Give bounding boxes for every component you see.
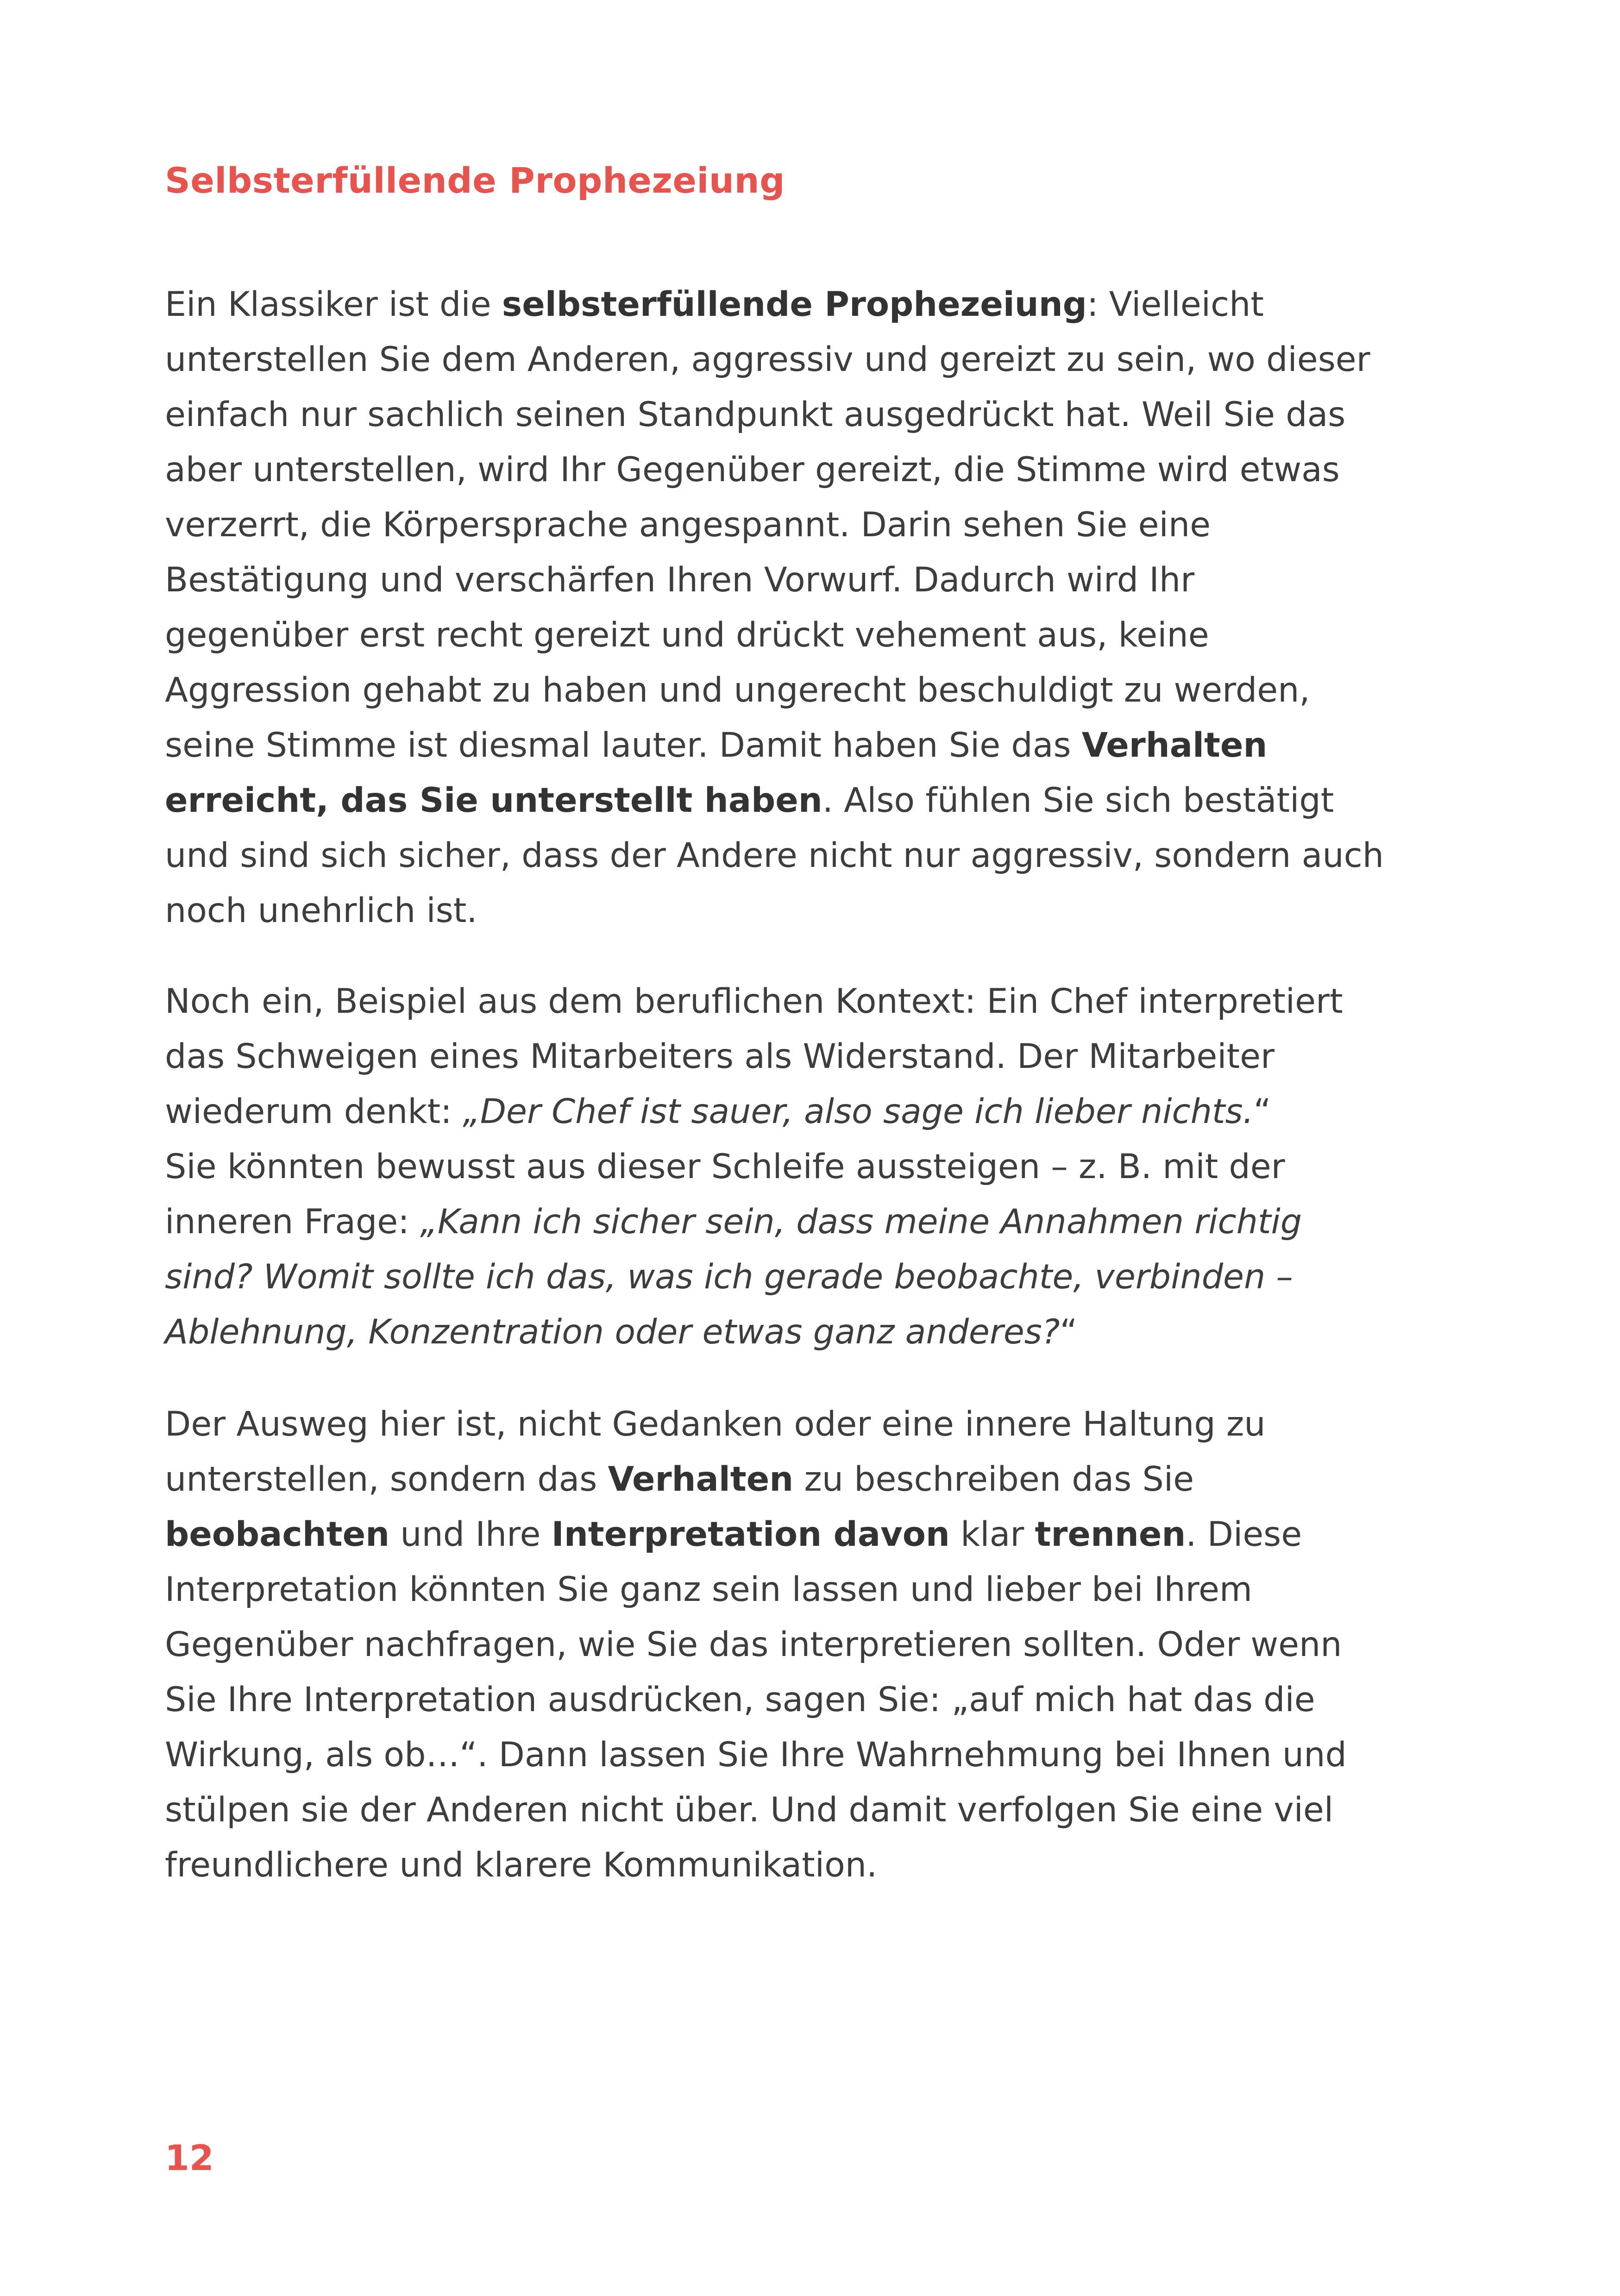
- emphasis-bold: erreicht, das Sie unterstellt haben: [165, 781, 823, 820]
- text-run: wiederum denkt:: [165, 1092, 463, 1131]
- text-line: [165, 1249, 1508, 1305]
- quote-italic: „Der Chef ist sauer, also sage ich lieber nichts.: [462, 1092, 1254, 1131]
- emphasis-bold: trennen: [1035, 1515, 1186, 1554]
- text-run: : Vielleicht: [1086, 285, 1264, 324]
- text-run: Der Ausweg hier ist, nicht Gedanken oder eine innere Haltung zu: [165, 1405, 1266, 1444]
- text-line: [165, 332, 1508, 387]
- text-line: [165, 1194, 1508, 1249]
- text-run: Noch ein, Beispiel aus dem beruflichen Kontext: Ein Chef interpretiert: [165, 982, 1343, 1021]
- section-heading: Selbsterfüllende Prophezeiung: [165, 160, 785, 201]
- text-run: Interpretation könnten Sie ganz sein lassen und lieber bei Ihrem: [165, 1570, 1253, 1609]
- text-run: und Ihre: [389, 1515, 552, 1554]
- text-line: [165, 1672, 1508, 1727]
- quote-italic: Ablehnung, Konzentration oder etwas ganz anderes?: [165, 1312, 1060, 1352]
- text-line: [165, 883, 1508, 938]
- text-run: das Schweigen eines Mitarbeiters als Widerstand. Der Mitarbeiter: [165, 1037, 1275, 1076]
- paragraph-work-example: [165, 974, 1508, 1360]
- text-run: einfach nur sachlich seinen Standpunkt ausgedrückt hat. Weil Sie das: [165, 395, 1346, 434]
- text-run: noch unehrlich ist.: [165, 891, 477, 930]
- text-line: [165, 387, 1508, 442]
- emphasis-bold: Verhalten: [608, 1460, 794, 1499]
- text-run: klar: [949, 1515, 1035, 1554]
- text-run: Bestätigung und verschärfen Ihren Vorwurf. Dadurch wird Ihr: [165, 560, 1195, 600]
- text-line: [165, 442, 1508, 497]
- paragraph-self-fulfilling-prophecy: [165, 277, 1508, 938]
- text-run: Gegenüber nachfragen, wie Sie das interpretieren sollten. Oder wenn: [165, 1625, 1342, 1664]
- text-line: [165, 1029, 1508, 1084]
- text-line: [165, 974, 1508, 1029]
- text-run: Wirkung, als ob…“. Dann lassen Sie Ihre Wahrnehmung bei Ihnen und: [165, 1735, 1347, 1775]
- text-line: [165, 1139, 1508, 1194]
- text-run: . Also fühlen Sie sich bestätigt: [822, 781, 1334, 820]
- text-line: [165, 1305, 1508, 1360]
- quote-italic: sind? Womit sollte ich das, was ich gerade beobachte, verbinden –: [165, 1257, 1293, 1297]
- text-run: und sind sich sicher, dass der Andere nicht nur aggressiv, sondern auch: [165, 836, 1384, 875]
- text-line: [165, 828, 1508, 883]
- text-run: inneren Frage:: [165, 1202, 420, 1242]
- text-line: [165, 608, 1508, 663]
- text-line: [165, 497, 1508, 552]
- text-run: “: [1253, 1092, 1271, 1131]
- emphasis-bold: beobachten: [165, 1515, 390, 1554]
- page-number: 12: [165, 2137, 214, 2178]
- text-run: gegenüber erst recht gereizt und drückt vehement aus, keine: [165, 615, 1209, 655]
- text-line: [165, 663, 1508, 718]
- text-line: [165, 1507, 1508, 1562]
- text-run: . Diese: [1186, 1515, 1302, 1554]
- text-run: stülpen sie der Anderen nicht über. Und damit verfolgen Sie eine viel: [165, 1790, 1334, 1830]
- emphasis-bold: Interpretation davon: [551, 1515, 950, 1554]
- text-line: [165, 277, 1508, 332]
- text-line: [165, 1452, 1508, 1507]
- paragraph-way-out: [165, 1397, 1508, 1893]
- text-line: [165, 1782, 1508, 1838]
- text-run: Ein Klassiker ist die: [165, 285, 502, 324]
- text-run: aber unterstellen, wird Ihr Gegenüber gereizt, die Stimme wird etwas: [165, 450, 1340, 489]
- text-run: unterstellen Sie dem Anderen, aggressiv und gereizt zu sein, wo dieser: [165, 340, 1370, 379]
- text-run: seine Stimme ist diesmal lauter. Damit haben Sie das: [165, 726, 1082, 765]
- text-line: [165, 1397, 1508, 1452]
- text-line: [165, 1838, 1508, 1893]
- text-line: [165, 1084, 1508, 1139]
- text-run: unterstellen, sondern das: [165, 1460, 608, 1499]
- text-run: zu beschreiben das Sie: [793, 1460, 1194, 1499]
- text-line: [165, 1562, 1508, 1617]
- text-run: “: [1060, 1312, 1078, 1352]
- text-run: Aggression gehabt zu haben und ungerecht beschuldigt zu werden,: [165, 671, 1310, 710]
- text-line: [165, 552, 1508, 608]
- emphasis-bold: selbsterfüllende Prophezeiung: [502, 285, 1087, 324]
- text-line: [165, 773, 1508, 828]
- quote-italic: „Kann ich sicher sein, dass meine Annahmen richtig: [420, 1202, 1302, 1242]
- text-run: Sie Ihre Interpretation ausdrücken, sagen Sie: „auf mich hat das die: [165, 1680, 1315, 1719]
- text-line: [165, 718, 1508, 773]
- text-line: [165, 1727, 1508, 1782]
- text-run: verzerrt, die Körpersprache angespannt. Darin sehen Sie eine: [165, 505, 1211, 545]
- text-run: Sie könnten bewusst aus dieser Schleife aussteigen – z. B. mit der: [165, 1147, 1285, 1186]
- text-run: freundlichere und klarere Kommunikation.: [165, 1845, 878, 1885]
- text-line: [165, 1617, 1508, 1672]
- emphasis-bold: Verhalten: [1081, 726, 1268, 765]
